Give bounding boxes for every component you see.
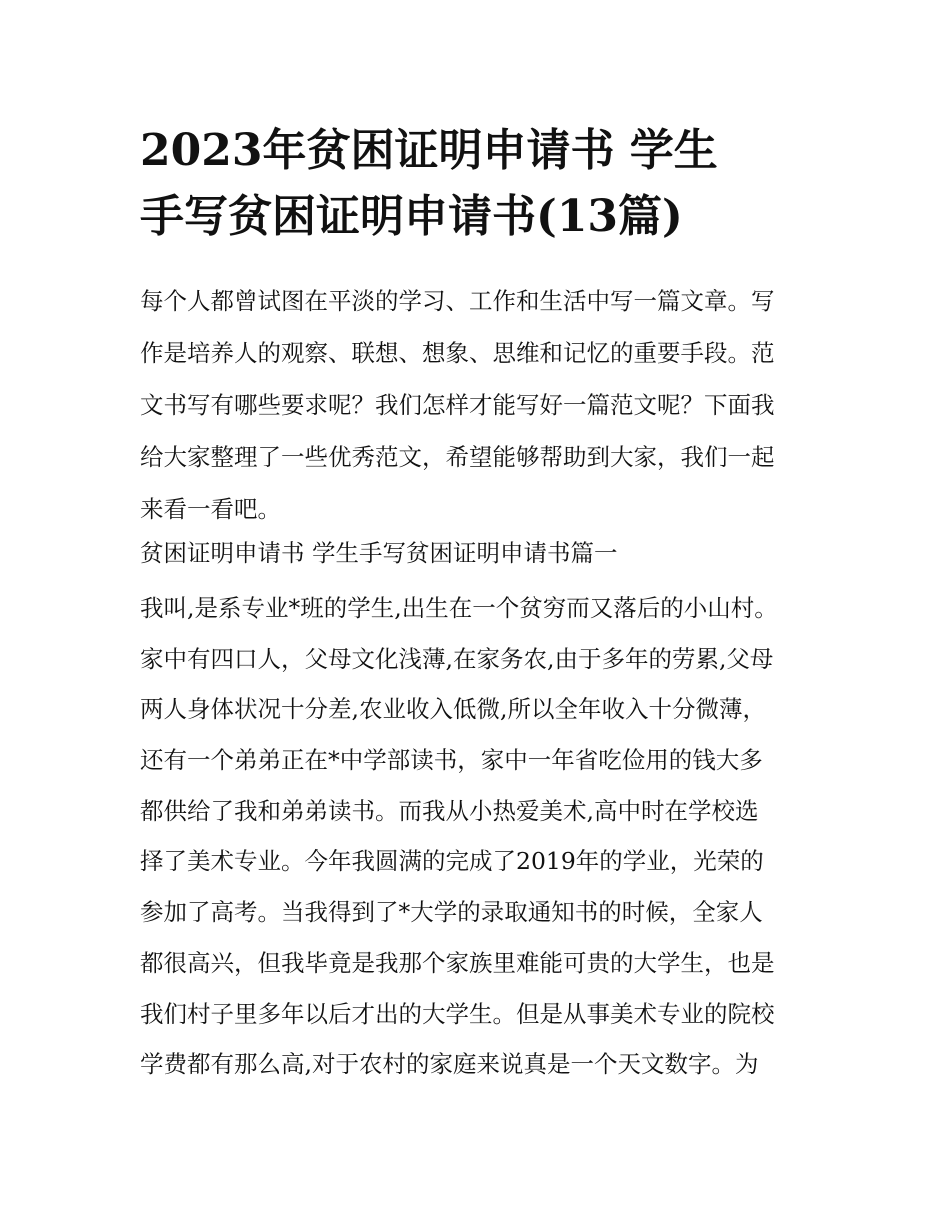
body-line: 学费都有那么高,对于农村的家庭来说真是一个天文数字。为 [140, 1050, 759, 1079]
body-line: 我叫,是系专业*班的学生,出生在一个贫穷而又落后的小山村。 [140, 594, 778, 622]
intro-line: 来看一看吧。 [140, 495, 281, 523]
intro-line: 文书写有哪些要求呢？我们怎样才能写好一篇范文呢？下面我 [140, 391, 775, 419]
body-line: 两人身体状况十分差,农业收入低微,所以全年收入十分微薄， [140, 695, 766, 724]
intro-paragraph [140, 281, 820, 541]
body-line: 择了美术专业。今年我圆满的完成了2019年的学业，光荣的 [140, 847, 764, 876]
body-paragraph [140, 588, 820, 1095]
body-line: 我们村子里多年以后才出的大学生。但是从事美术专业的院校 [140, 999, 775, 1028]
title-line-1: 2023年贫困证明申请书 学生 [140, 125, 718, 176]
body-line: 还有一个弟弟正在*中学部读书，家中一年省吃俭用的钱大多 [140, 746, 763, 775]
title-line-2: 手写贫困证明申请书(13篇) [140, 191, 683, 242]
section-heading: 贫困证明申请书 学生手写贫困证明申请书篇一 [140, 539, 618, 567]
body-line: 参加了高考。当我得到了*大学的录取通知书的时候，全家人 [140, 898, 763, 927]
body-line: 都很高兴，但我毕竟是我那个家族里难能可贵的大学生，也是 [140, 948, 775, 977]
document-title [140, 118, 820, 250]
body-line: 家中有四口人，父母文化浅薄,在家务农,由于多年的劳累,父母 [140, 644, 774, 673]
intro-line: 给大家整理了一些优秀范文，希望能够帮助到大家，我们一起 [140, 443, 775, 471]
intro-line: 作是培养人的观察、联想、想象、思维和记忆的重要手段。范 [140, 339, 775, 367]
body-line: 都供给了我和弟弟读书。而我从小热爱美术,高中时在学校选 [140, 796, 759, 825]
intro-line: 每个人都曾试图在平淡的学习、工作和生活中写一篇文章。写 [140, 287, 775, 315]
